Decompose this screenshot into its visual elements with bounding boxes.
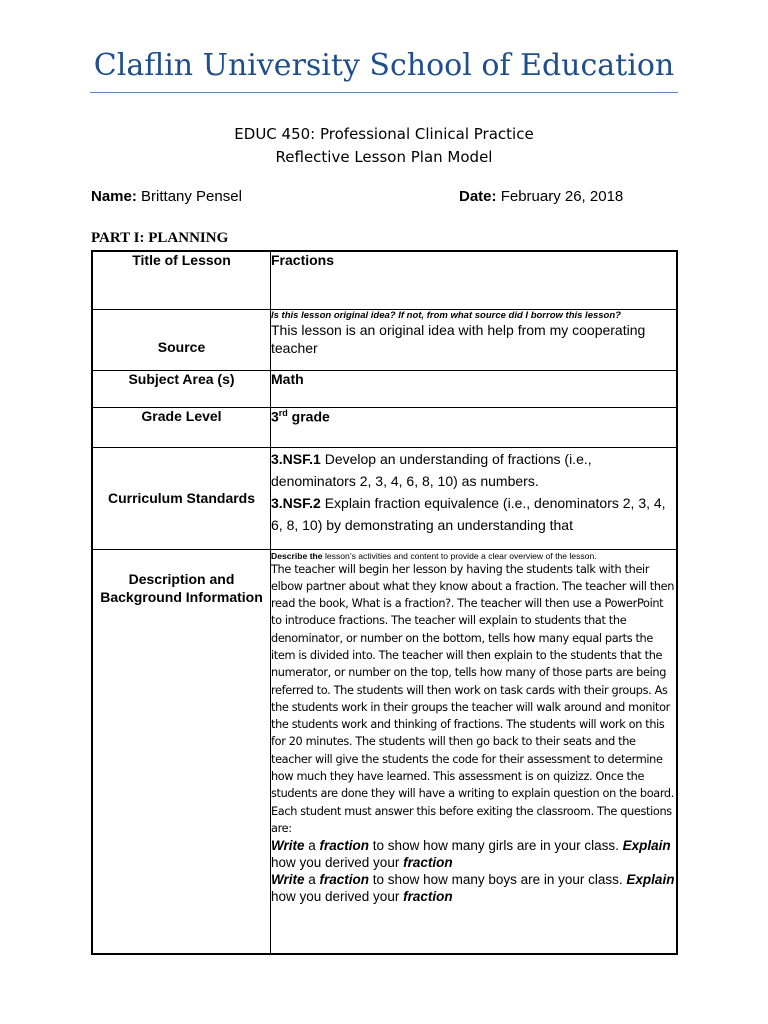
row-grade: [92, 407, 677, 447]
source-label: Source: [92, 309, 271, 370]
title-divider: [90, 92, 678, 93]
standards-label: Curriculum Standards: [92, 447, 271, 549]
standard-2: 3.NSF.2 Explain fraction equivalence (i.e., denominators 2, 3, 4, 6, 8, 10) by demonstrating an understanding that: [271, 494, 666, 533]
row-subject: [92, 370, 677, 407]
row-source: [92, 309, 677, 370]
name-value: Brittany Pensel: [141, 188, 242, 205]
lesson-plan-table: [91, 250, 678, 955]
date-field: [459, 187, 623, 207]
question-1: Write a fraction to show how many girls are in your class. Explain how you derived your fraction: [271, 838, 671, 871]
course-title: EDUC 450: Professional Clinical Practice: [234, 125, 534, 143]
subject-value: Math: [271, 370, 678, 407]
row-title: [92, 251, 677, 309]
name-label: Name:: [91, 188, 137, 205]
source-hint: Is this lesson original idea? If not, from what source did I borrow this lesson?: [271, 309, 621, 321]
date-value: February 26, 2018: [500, 188, 624, 205]
question-2: Write a fraction to show how many boys are in your class. Explain how you derived your fraction: [271, 872, 675, 905]
title-value: Fractions: [271, 251, 678, 309]
model-title: Reflective Lesson Plan Model: [275, 148, 493, 166]
row-description: [92, 549, 677, 954]
part-heading: PART I: PLANNING: [91, 230, 229, 246]
standard-1: 3.NSF.1 Develop an understanding of fractions (i.e., denominators 2, 3, 4, 6, 8, 10) as numbers.: [271, 450, 592, 489]
subject-label: Subject Area (s): [92, 370, 271, 407]
row-standards: [92, 447, 677, 549]
description-hint: Describe the lesson’s activities and content to provide a clear overview of the lesson.: [271, 550, 597, 561]
name-field: [91, 187, 242, 207]
grade-value: 3rd grade: [271, 407, 678, 447]
date-label: Date:: [459, 188, 497, 205]
title-label: Title of Lesson: [92, 251, 271, 309]
standards-value: [271, 447, 678, 549]
description-label: Description and Background Information: [92, 549, 271, 954]
description-body: The teacher will begin her lesson by having the students talk with their elbow partner about what they know about a fraction. The teacher will then read the book, What is a fraction?. The teacher will then use a PowerPoint to introduce fractions. The teacher will explain to students that the denominator, or number on the bottom, tells how many equal parts the item is divided into. The teacher will then explain to the students that the numerator, or number on the top, tells how many of those parts are being referred to. The students will then work on task cards with their groups. As the students work in their groups the teacher will walk around and monitor the students work and thinking of fractions. The students will work on this for 20 minutes. The students will then go back to their seats and the teacher will give the students the code for their assessment to determine how much they have learned. This assessment is on quizizz. Once the students are done they will have a writing to explain question on the board. Each student must answer this before exiting the classroom. The questions are:: [271, 562, 675, 835]
page-title: Claflin University School of Education: [93, 48, 675, 83]
source-value: This lesson is an original idea with help from my cooperating teacher: [271, 321, 646, 356]
grade-label: Grade Level: [92, 407, 271, 447]
